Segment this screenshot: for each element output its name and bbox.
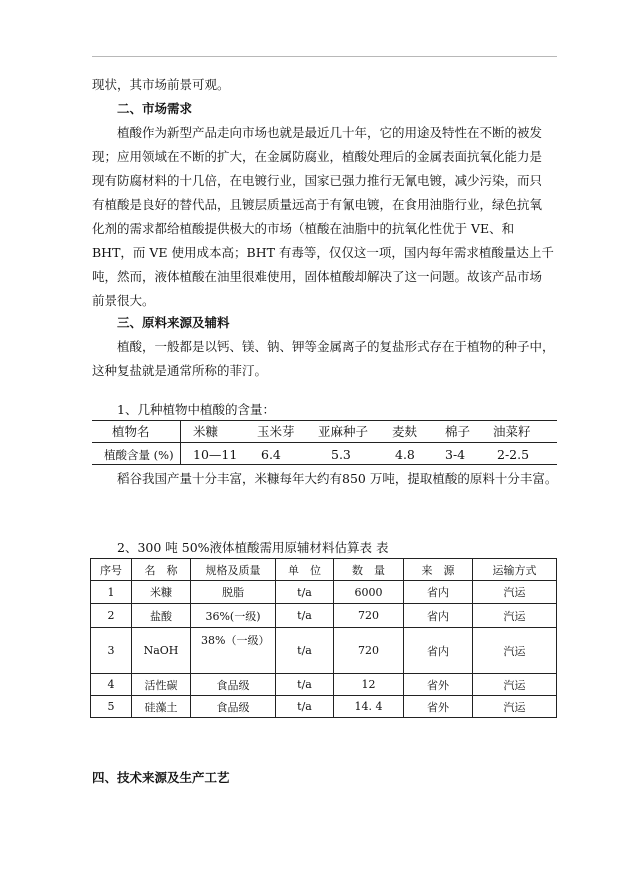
table1-value-cell: 5.3 [331,447,351,462]
table-cell: 1 [91,581,132,604]
table-cell: 盐酸 [132,604,191,628]
table1-value-cell: 2-2.5 [497,447,530,462]
table-cell: 3 [91,628,132,674]
table2-header-cell: 规格及质量 [191,559,276,581]
table-cell: 省内 [404,581,473,604]
table-cell: 食品级 [191,696,276,718]
table-row [91,696,557,718]
table-row [91,628,557,674]
table1-header-cell: 棉子 [445,424,471,439]
paragraph-line: 植酸作为新型产品走向市场也就是最近几十年，它的用途及特性在不断的被发 [117,125,543,140]
table-cell: 省内 [404,628,473,674]
table2-header-row [91,559,557,581]
table1-note: 稻谷我国产量十分丰富，米糠每年大约有850 万吨，提取植酸的原料十分丰富。 [117,471,558,486]
table-cell: t/a [276,604,334,628]
table-cell: t/a [276,581,334,604]
paragraph-line: 化剂的需求都给植酸提供极大的市场（植酸在油脂中的抗氧化性优于 VE、和 [92,221,515,236]
table1-value-cell: 10—11 [193,447,238,462]
table1-header-cell: 麦麸 [392,424,418,439]
table-cell: 食品级 [191,674,276,696]
heading-market-demand: 二、市场需求 [117,101,193,116]
table2-header-cell: 运输方式 [473,559,557,581]
table-cell: t/a [276,696,334,718]
table2-header-cell: 序号 [91,559,132,581]
table1-value-cell: 4.8 [395,447,415,462]
table-cell: 720 [334,604,404,628]
table-cell: 汽运 [473,674,557,696]
table-cell: t/a [276,628,334,674]
table-cell: 5 [91,696,132,718]
table2-header-cell: 数 量 [334,559,404,581]
table-cell: 省内 [404,604,473,628]
table-cell: 省外 [404,674,473,696]
table-cell: 硅藻土 [132,696,191,718]
table1-header-cell: 玉米芽 [257,424,295,439]
paragraph-line: 植酸，一般都是以钙、镁、钠、钾等金属离子的复盐形式存在于植物的种子中， [117,339,555,354]
table1-mid-rule [92,442,557,443]
table-cell: 米糠 [132,581,191,604]
table-row [91,581,557,604]
table-cell: 6000 [334,581,404,604]
table1-header-cell: 米糠 [193,424,219,439]
paragraph-line: BHT，而 VE 使用成本高；BHT 有毒等，仅仅这一项，国内每年需求植酸量达上千 [92,245,554,260]
table1-header-cell: 油菜籽 [493,424,531,439]
header-rule [92,56,557,57]
table-cell: t/a [276,674,334,696]
table-cell: 38%（一级） [191,628,276,674]
table-cell: NaOH [132,628,191,674]
table-cell: 汽运 [473,604,557,628]
table-cell: 汽运 [473,581,557,604]
table1-row-label-plant: 植物名 [112,424,150,439]
heading-raw-materials: 三、原料来源及辅料 [117,315,230,330]
table-cell: 720 [334,628,404,674]
table-cell: 4 [91,674,132,696]
table1-header-cell: 亚麻种子 [318,424,369,439]
table-cell: 活性碳 [132,674,191,696]
table1-value-cell: 6.4 [261,447,281,462]
paragraph-line: 现有防腐材料的十几倍，在电镀行业，国家已强力推行无氰电镀，减少污染，而只 [92,173,543,188]
table-cell: 脱脂 [191,581,276,604]
table-cell: 省外 [404,696,473,718]
table1-divider [180,420,181,464]
table-row [91,674,557,696]
table-cell: 36%(一级) [191,604,276,628]
table-cell: 汽运 [473,628,557,674]
table1-caption: 1、几种植物中植酸的含量： [117,402,275,417]
table2-header-cell: 名 称 [132,559,191,581]
table-cell: 14. 4 [334,696,404,718]
paragraph-line: 有植酸是良好的替代品，且镀层质量远高于有氰电镀，在食用油脂行业，绿色抗氧 [92,197,543,212]
table-cell: 2 [91,604,132,628]
table1-row-label-content: 植酸含量 (%) [104,448,174,462]
table2-header-cell: 单 位 [276,559,334,581]
table-cell: 12 [334,674,404,696]
paragraph-line: 现；应用领域在不断的扩大，在金属防腐业，植酸处理后的金属表面抗氧化能力是 [92,149,543,164]
table2-caption: 2、300 吨 50%液体植酸需用原辅材料估算表 表 [117,540,389,555]
table1-bottom-rule [92,464,557,465]
heading-technology-source: 四、技术来源及生产工艺 [92,770,230,785]
raw-material-estimate-table [90,558,557,718]
table-cell: 汽运 [473,696,557,718]
table1-top-rule [92,420,557,421]
paragraph-line: 吨，然而，液体植酸在油里很难使用，固体植酸却解决了这一问题。故该产品市场 [92,269,543,284]
table2-header-cell: 来 源 [404,559,473,581]
paragraph-line: 这种复盐就是通常所称的菲汀。 [92,363,268,378]
paragraph-intro: 现状，其市场前景可观。 [92,77,230,92]
paragraph-line: 前景很大。 [92,293,155,308]
table-row [91,604,557,628]
table1-value-cell: 3-4 [445,447,466,462]
